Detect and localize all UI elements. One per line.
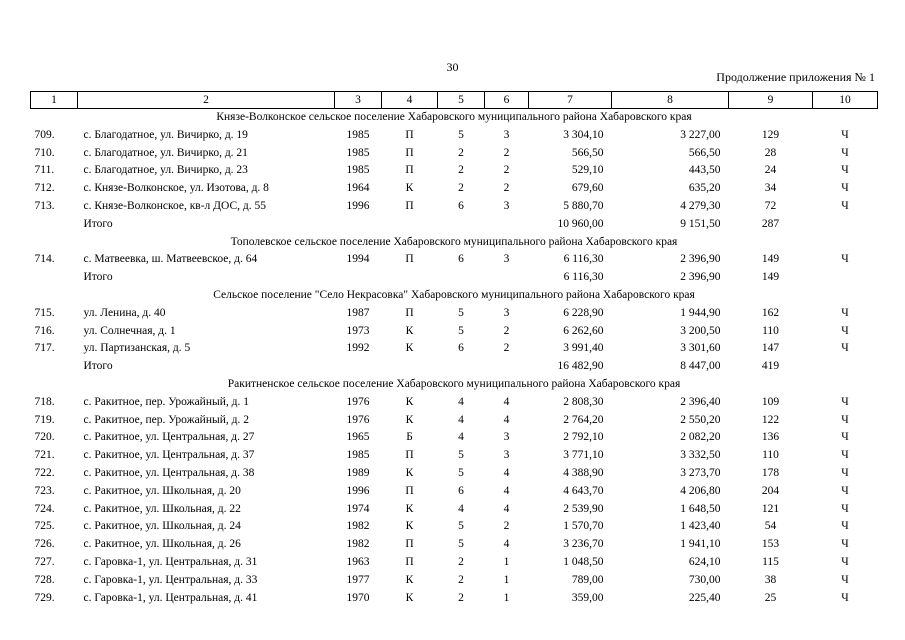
address: с. Матвеевка, ш. Матвеевское, д. 64 — [83, 253, 258, 266]
living-area: 1 423,40 — [680, 520, 721, 533]
living-area: 1 941,10 — [680, 538, 721, 551]
wall-material: К — [405, 520, 414, 533]
row-number — [31, 216, 78, 234]
entrances — [485, 358, 529, 376]
year-built: 1996 — [346, 484, 370, 497]
category: Ч — [841, 484, 849, 497]
wall-material: К — [405, 182, 414, 195]
total-area: 6 228,90 — [563, 306, 604, 319]
wall-material: К — [405, 395, 414, 408]
entrances: 2 — [503, 164, 510, 177]
row-number: 721. — [34, 449, 55, 462]
residents: 109 — [761, 395, 780, 408]
table-row — [31, 305, 878, 323]
living-area: 3 273,70 — [680, 466, 721, 479]
floors: 5 — [458, 324, 464, 337]
table-row — [31, 501, 878, 519]
section-title: Тополевское сельское поселение Хабаровского муниципального района Хабаровского края — [230, 235, 678, 248]
entrances: 3 — [503, 431, 510, 444]
header-cell: 9 — [729, 92, 813, 109]
floors: 4 — [458, 395, 464, 408]
row-number: 717. — [34, 342, 55, 355]
table-row — [31, 180, 878, 198]
wall-material: К — [405, 591, 414, 604]
address: с. Князе-Волконское, кв-л ДОС, д. 55 — [83, 199, 266, 212]
entrances: 2 — [503, 182, 510, 195]
address: с. Ракитное, ул. Школьная, д. 24 — [83, 520, 241, 533]
category: Ч — [841, 573, 849, 586]
year-built: 1977 — [346, 573, 370, 586]
wall-material: П — [405, 449, 414, 462]
total-label: Итого — [83, 271, 113, 284]
entrances — [485, 216, 529, 234]
category: Ч — [841, 395, 849, 408]
table-row — [31, 572, 878, 590]
table-row — [31, 127, 878, 145]
section-row — [31, 376, 878, 394]
floors: 4 — [458, 502, 464, 515]
wall-material: П — [405, 199, 414, 212]
header-cell: 3 — [335, 92, 382, 109]
year-built: 1970 — [346, 591, 370, 604]
table-row — [31, 412, 878, 430]
residents: 287 — [761, 217, 780, 230]
row-number: 729. — [34, 591, 55, 604]
year-built — [335, 216, 382, 234]
living-area: 635,20 — [688, 182, 721, 195]
floors — [438, 269, 485, 287]
row-number: 709. — [34, 128, 55, 141]
total-area: 3 991,40 — [563, 342, 604, 355]
residents: 72 — [764, 199, 777, 212]
entrances: 2 — [503, 146, 510, 159]
wall-material: П — [405, 128, 414, 141]
entrances: 4 — [503, 502, 510, 515]
wall-material: П — [405, 146, 414, 159]
year-built: 1974 — [346, 502, 370, 515]
category: Ч — [841, 449, 849, 462]
category — [813, 216, 878, 234]
header-cell: 8 — [612, 92, 729, 109]
continuation-note: Продолжение приложения № 1 — [716, 70, 875, 84]
total-area: 4 643,70 — [563, 484, 604, 497]
category: Ч — [841, 431, 849, 444]
total-area: 4 388,90 — [563, 466, 604, 479]
total-area: 359,00 — [571, 591, 604, 604]
total-label: Итого — [83, 217, 113, 230]
wall-material: К — [405, 466, 414, 479]
table-row — [31, 429, 878, 447]
wall-material: К — [405, 413, 414, 426]
row-number: 722. — [34, 466, 55, 479]
total-area: 566,50 — [571, 146, 604, 159]
residents: 25 — [764, 591, 777, 604]
floors: 2 — [458, 591, 464, 604]
floors: 6 — [458, 484, 464, 497]
living-area: 9 151,50 — [680, 217, 721, 230]
category: Ч — [841, 466, 849, 479]
entrances: 1 — [503, 555, 510, 568]
category — [813, 269, 878, 287]
wall-material: К — [405, 342, 414, 355]
address: с. Благодатное, ул. Вичирко, д. 23 — [83, 164, 248, 177]
row-number: 719. — [34, 413, 55, 426]
residents: 136 — [761, 431, 780, 444]
wall-material — [382, 216, 438, 234]
header-cell: 4 — [382, 92, 438, 109]
header-cell: 1 — [31, 92, 78, 109]
living-area: 3 301,60 — [680, 342, 721, 355]
year-built: 1963 — [346, 555, 370, 568]
living-area: 566,50 — [688, 146, 721, 159]
entrances: 1 — [503, 591, 510, 604]
table-row — [31, 483, 878, 501]
address: ул. Партизанская, д. 5 — [83, 342, 191, 355]
year-built — [335, 269, 382, 287]
total-area: 10 960,00 — [557, 217, 604, 230]
wall-material: П — [405, 538, 414, 551]
address: с. Благодатное, ул. Вичирко, д. 19 — [83, 128, 248, 141]
floors: 5 — [458, 306, 464, 319]
entrances: 3 — [503, 128, 510, 141]
table-row — [31, 447, 878, 465]
category: Ч — [841, 199, 849, 212]
residents: 149 — [761, 253, 780, 266]
floors: 6 — [458, 342, 464, 355]
living-area: 443,50 — [688, 164, 721, 177]
entrances — [485, 269, 529, 287]
year-built: 1982 — [346, 538, 370, 551]
row-number: 726. — [34, 538, 55, 551]
living-area: 8 447,00 — [680, 360, 721, 373]
living-area: 3 227,00 — [680, 128, 721, 141]
wall-material: П — [405, 306, 414, 319]
residents: 204 — [761, 484, 780, 497]
address: ул. Солнечная, д. 1 — [83, 324, 176, 337]
row-number — [31, 358, 78, 376]
total-area: 2 792,10 — [563, 431, 604, 444]
year-built: 1985 — [346, 146, 370, 159]
address: с. Ракитное, ул. Школьная, д. 20 — [83, 484, 241, 497]
residents: 110 — [762, 449, 779, 462]
floors: 2 — [458, 164, 464, 177]
residents: 147 — [761, 342, 780, 355]
row-number: 728. — [34, 573, 55, 586]
category: Ч — [841, 555, 849, 568]
entrances: 4 — [503, 395, 510, 408]
entrances: 4 — [503, 413, 510, 426]
entrances: 3 — [503, 253, 510, 266]
row-number: 720. — [34, 431, 55, 444]
residents: 129 — [761, 128, 780, 141]
year-built: 1976 — [346, 413, 370, 426]
address: с. Ракитное, ул. Центральная, д. 38 — [83, 466, 255, 479]
year-built: 1987 — [346, 306, 370, 319]
page-number: 30 — [446, 60, 459, 74]
address: ул. Ленина, д. 40 — [83, 306, 166, 319]
category: Ч — [841, 253, 849, 266]
residents: 178 — [761, 466, 780, 479]
total-area: 789,00 — [571, 573, 604, 586]
address: с. Благодатное, ул. Вичирко, д. 21 — [83, 146, 248, 159]
living-area: 4 279,30 — [680, 199, 721, 212]
total-area: 3 304,10 — [563, 128, 604, 141]
entrances: 3 — [503, 306, 510, 319]
total-area: 2 764,20 — [563, 413, 604, 426]
category: Ч — [841, 591, 849, 604]
year-built: 1965 — [346, 431, 370, 444]
residents: 34 — [764, 182, 777, 195]
floors: 5 — [458, 520, 464, 533]
category: Ч — [841, 306, 849, 319]
address: с. Ракитное, ул. Школьная, д. 22 — [83, 502, 241, 515]
living-area: 1 648,50 — [680, 502, 721, 515]
address: с. Ракитное, ул. Школьная, д. 26 — [83, 538, 241, 551]
address: с. Ракитное, пер. Урожайный, д. 1 — [83, 395, 249, 408]
row-number: 725. — [34, 520, 55, 533]
year-built: 1985 — [346, 164, 370, 177]
residents: 54 — [764, 520, 777, 533]
floors: 2 — [458, 573, 464, 586]
entrances: 2 — [503, 520, 510, 533]
address: с. Гаровка-1, ул. Центральная, д. 33 — [83, 573, 258, 586]
entrances: 3 — [503, 199, 510, 212]
category — [813, 358, 878, 376]
entrances: 1 — [503, 573, 510, 586]
table-row — [31, 536, 878, 554]
entrances: 2 — [503, 342, 510, 355]
year-built: 1985 — [346, 449, 370, 462]
living-area: 1 944,90 — [680, 306, 721, 319]
wall-material: П — [405, 164, 414, 177]
residents: 162 — [761, 306, 780, 319]
year-built: 1976 — [346, 395, 370, 408]
residents: 153 — [761, 538, 780, 551]
category: Ч — [841, 128, 849, 141]
category: Ч — [841, 146, 849, 159]
row-number: 716. — [34, 324, 55, 337]
floors: 2 — [458, 555, 464, 568]
year-built: 1964 — [346, 182, 370, 195]
section-title: Князе-Волконское сельское поселение Хабаровского муниципального района Хабаровского края — [216, 111, 692, 123]
table-row — [31, 394, 878, 412]
wall-material — [382, 358, 438, 376]
floors: 4 — [458, 413, 464, 426]
row-number: 724. — [34, 502, 55, 515]
table-row — [31, 590, 878, 608]
year-built — [335, 358, 382, 376]
residents: 110 — [762, 324, 779, 337]
address: с. Гаровка-1, ул. Центральная, д. 31 — [83, 555, 258, 568]
header-cell: 10 — [813, 92, 878, 109]
section-title: Ракитненское сельское поселение Хабаровского муниципального района Хабаровского края — [227, 377, 681, 390]
floors: 6 — [458, 199, 464, 212]
residents: 24 — [764, 164, 777, 177]
living-area: 2 396,90 — [680, 253, 721, 266]
total-row — [31, 269, 878, 287]
total-area: 6 116,30 — [563, 253, 604, 266]
row-number: 711. — [34, 164, 55, 177]
floors: 2 — [458, 182, 464, 195]
address: с. Ракитное, ул. Центральная, д. 37 — [83, 449, 255, 462]
residents: 38 — [764, 573, 777, 586]
row-number — [31, 269, 78, 287]
table-row — [31, 251, 878, 269]
living-area: 624,10 — [688, 555, 721, 568]
total-area: 3 771,10 — [563, 449, 604, 462]
floors: 6 — [458, 253, 464, 266]
address: с. Князе-Волконское, ул. Изотова, д. 8 — [83, 182, 269, 195]
total-area: 679,60 — [571, 182, 604, 195]
floors: 2 — [458, 146, 464, 159]
year-built: 1994 — [346, 253, 370, 266]
living-area: 225,40 — [688, 591, 721, 604]
total-area: 1 570,70 — [563, 520, 604, 533]
section-row — [31, 287, 878, 305]
floors: 5 — [458, 466, 464, 479]
table-row — [31, 554, 878, 572]
table-body — [31, 109, 878, 608]
category: Ч — [841, 164, 849, 177]
registry-table — [30, 91, 878, 607]
wall-material: П — [405, 555, 414, 568]
total-area: 5 880,70 — [563, 199, 604, 212]
wall-material — [382, 269, 438, 287]
header-cell: 6 — [485, 92, 529, 109]
living-area: 4 206,80 — [680, 484, 721, 497]
total-area: 2 808,30 — [563, 395, 604, 408]
wall-material: П — [405, 253, 414, 266]
entrances: 3 — [503, 449, 510, 462]
year-built: 1985 — [346, 128, 370, 141]
living-area: 3 332,50 — [680, 449, 721, 462]
table-row — [31, 162, 878, 180]
entrances: 4 — [503, 466, 510, 479]
row-number: 714. — [34, 253, 55, 266]
category: Ч — [841, 182, 849, 195]
wall-material: К — [405, 502, 414, 515]
header-cell: 5 — [438, 92, 485, 109]
year-built: 1982 — [346, 520, 370, 533]
residents: 115 — [762, 555, 779, 568]
table-row — [31, 465, 878, 483]
total-label: Итого — [83, 360, 113, 373]
total-row — [31, 358, 878, 376]
living-area: 2 396,90 — [680, 271, 721, 284]
residents: 121 — [761, 502, 780, 515]
total-area: 6 262,60 — [563, 324, 604, 337]
category: Ч — [841, 502, 849, 515]
section-title: Сельское поселение "Село Некрасовка" Хабаровского муниципального района Хабаровского края — [213, 288, 695, 301]
row-number: 727. — [34, 555, 55, 568]
living-area: 730,00 — [688, 573, 721, 586]
row-number: 712. — [34, 182, 55, 195]
table-row — [31, 323, 878, 341]
row-number: 713. — [34, 199, 55, 212]
category: Ч — [841, 413, 849, 426]
floors: 5 — [458, 538, 464, 551]
row-number: 710. — [34, 146, 55, 159]
row-number: 723. — [34, 484, 55, 497]
total-area: 1 048,50 — [563, 555, 604, 568]
total-area: 2 539,90 — [563, 502, 604, 515]
row-number: 718. — [34, 395, 55, 408]
living-area: 2 082,20 — [680, 431, 721, 444]
total-area: 529,10 — [571, 164, 604, 177]
wall-material: К — [405, 324, 414, 337]
section-row — [31, 234, 878, 252]
address: с. Гаровка-1, ул. Центральная, д. 41 — [83, 591, 258, 604]
living-area: 2 550,20 — [680, 413, 721, 426]
residents: 122 — [761, 413, 780, 426]
wall-material: К — [405, 573, 414, 586]
floors — [438, 216, 485, 234]
residents: 149 — [761, 271, 780, 284]
category: Ч — [841, 520, 849, 533]
category: Ч — [841, 538, 849, 551]
floors: 5 — [458, 449, 464, 462]
year-built: 1996 — [346, 199, 370, 212]
section-row — [31, 109, 878, 127]
total-area: 3 236,70 — [563, 538, 604, 551]
living-area: 2 396,40 — [680, 395, 721, 408]
table-row — [31, 145, 878, 163]
entrances: 4 — [503, 484, 510, 497]
residents: 28 — [764, 146, 777, 159]
wall-material: Б — [406, 431, 413, 444]
row-number: 715. — [34, 306, 55, 319]
total-area: 6 116,30 — [563, 271, 604, 284]
floors: 4 — [458, 431, 464, 444]
entrances: 2 — [503, 324, 510, 337]
address: с. Ракитное, ул. Центральная, д. 27 — [83, 431, 255, 444]
floors — [438, 358, 485, 376]
table-row — [31, 518, 878, 536]
living-area: 3 200,50 — [680, 324, 721, 337]
header-cell: 2 — [78, 92, 335, 109]
wall-material: П — [405, 484, 414, 497]
residents: 419 — [761, 360, 780, 373]
floors: 5 — [458, 128, 464, 141]
table-row — [31, 198, 878, 216]
category: Ч — [841, 324, 849, 337]
year-built: 1989 — [346, 466, 370, 479]
total-area: 16 482,90 — [557, 360, 604, 373]
year-built: 1992 — [346, 342, 370, 355]
address: с. Ракитное, пер. Урожайный, д. 2 — [83, 413, 249, 426]
table-row — [31, 340, 878, 358]
total-row — [31, 216, 878, 234]
category: Ч — [841, 342, 849, 355]
entrances: 4 — [503, 538, 510, 551]
header-cell: 7 — [529, 92, 612, 109]
header-row — [31, 92, 878, 109]
year-built: 1973 — [346, 324, 370, 337]
